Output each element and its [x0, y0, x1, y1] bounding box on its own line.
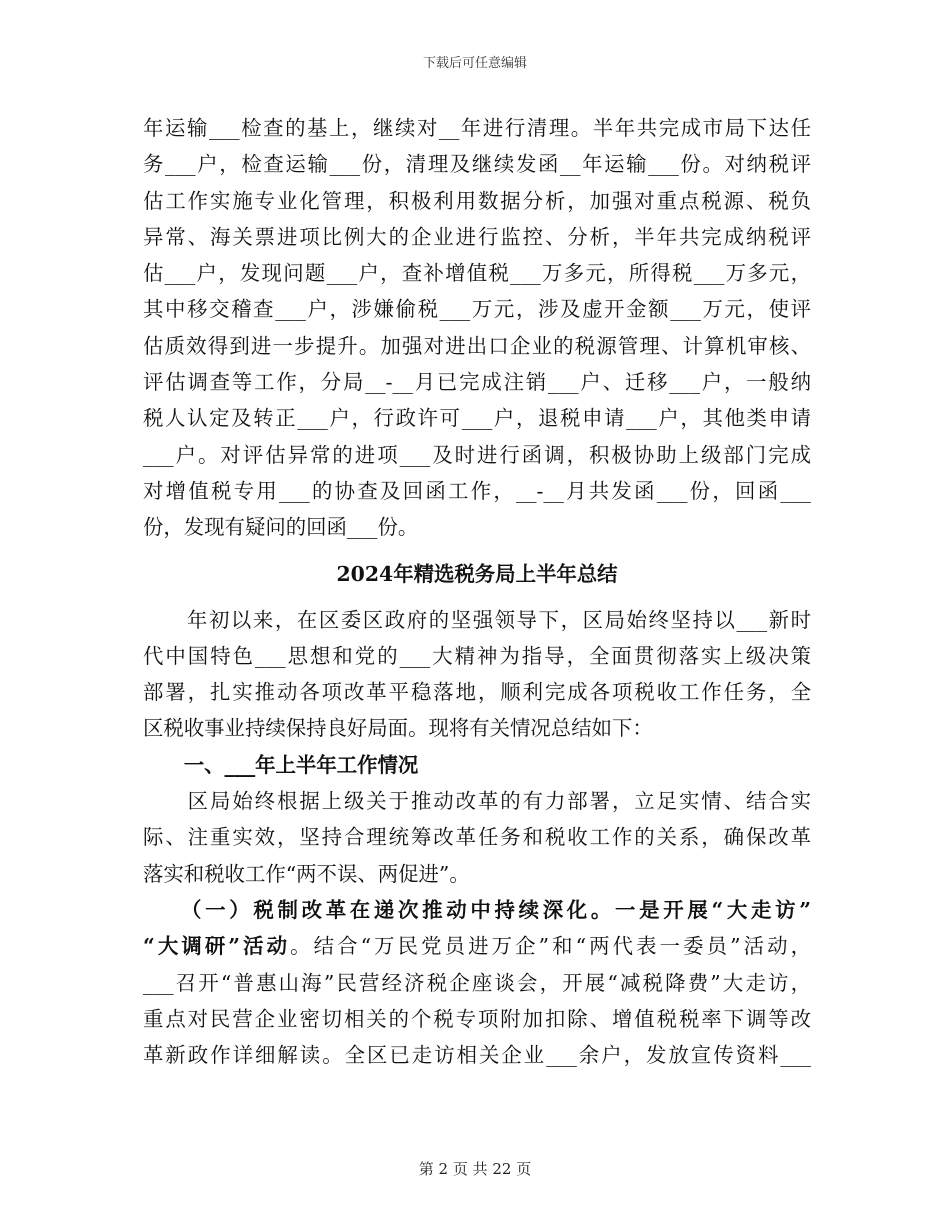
text-line: 份，发现有疑问的回函___份。: [143, 515, 419, 540]
text-line: 对增值税专用___的协查及回函工作，__-__月共发函___份，回函___: [143, 478, 811, 503]
document-title: 2024年精选税务局上半年总结: [336, 561, 618, 586]
section-heading: 一、___年上半年工作情况: [143, 752, 419, 777]
reform-paragraph: [143, 892, 811, 1073]
text-line: 税人认定及转正___户，行政许可___户，退税申请___户，其他类申请: [143, 406, 811, 431]
text-line: 务___户，检查运输___份，清理及继续发函__年运输___份。对纳税评: [143, 152, 811, 177]
text-line: 估工作实施专业化管理，积极利用数据分析，加强对重点税源、税负: [143, 188, 811, 213]
text-line: 革新政作详细解读。全区已走访相关企业___余户，发放宣传资料___: [143, 1043, 811, 1068]
page-header: 下载后可任意编辑: [422, 56, 527, 71]
paragraph-continued: [143, 110, 811, 546]
document-body: [143, 110, 811, 1073]
text-line: 落实和税收工作“两不误、两促进”。: [143, 861, 470, 886]
text-line: 估质效得到进一步提升。加强对进出口企业的税源管理、计算机审核、: [143, 333, 811, 358]
overview-paragraph: [143, 783, 811, 892]
text-line: 际、注重实效，坚持合理统筹改革任务和税收工作的关系，确保改革: [143, 825, 811, 850]
text-line: 重点对民营企业密切相关的个税专项附加扣除、增值税税率下调等改: [143, 1006, 811, 1031]
text-line: 年初以来，在区委区政府的坚强领导下，区局始终坚持以___新时: [143, 607, 811, 632]
text-span: 。结合“万民党员进万企”和“两代表一委员”活动，: [290, 934, 811, 959]
text-line: 估___户，发现问题___户，查补增值税___万多元，所得税___万多元，: [143, 261, 811, 286]
intro-paragraph: [143, 602, 811, 747]
text-line: ___召开“普惠山海”民营经济税企座谈会，开展“减税降费”大走访，: [143, 970, 811, 995]
bold-phrase: “大调研”活动: [143, 934, 291, 959]
text-line: 区税收事业持续保持良好局面。现将有关情况总结如下：: [143, 716, 653, 741]
text-line: 其中移交稽查___户，涉嫌偷税___万元，涉及虚开金额___万元，使评: [143, 297, 811, 322]
text-line: 区局始终根据上级关于推动改革的有力部署，立足实情、结合实: [143, 789, 811, 814]
page-footer: 第 2 页 共 22 页: [418, 1160, 532, 1178]
text-line: 年运输___检查的基上，继续对__年进行清理。半年共完成市局下达任: [143, 116, 811, 140]
text-line: 部署，扎实推动各项改革平稳落地，顺利完成各项税收工作任务，全: [143, 680, 811, 705]
text-line: [143, 928, 811, 964]
subsection-heading-line: （一）税制改革在递次推动中持续深化。一是开展“大走访”: [143, 897, 811, 922]
text-line: ___户。对评估异常的进项___及时进行函调，积极协助上级部门完成: [143, 442, 811, 467]
text-line: 代中国特色___思想和党的___大精神为指导，全面贯彻落实上级决策: [143, 643, 811, 668]
text-line: 评估调查等工作，分局__-__月已完成注销___户、迁移___户，一般纳: [143, 370, 811, 395]
text-line: 异常、海关票进项比例大的企业进行监控、分析，半年共完成纳税评: [143, 224, 811, 249]
